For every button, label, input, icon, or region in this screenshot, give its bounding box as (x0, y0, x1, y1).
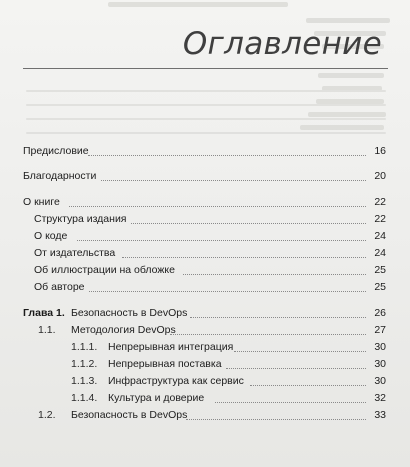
dot-leader (77, 239, 366, 241)
toc-entry-title: Непрерывная поставка (108, 358, 222, 370)
page-title: Оглавление (182, 26, 382, 62)
dot-leader (234, 350, 366, 352)
toc-entry-number: 1.2. (38, 409, 56, 421)
toc-entry-number: Глава 1. (23, 307, 65, 319)
toc-entry-page: 33 (374, 409, 386, 421)
toc-entry[interactable] (0, 339, 410, 355)
dot-leader (89, 290, 366, 292)
toc-entry-page: 24 (374, 247, 386, 259)
toc-entry-number: 1.1. (38, 324, 56, 336)
dot-leader (190, 316, 366, 318)
toc-entry[interactable] (0, 322, 410, 338)
toc-entry[interactable] (0, 211, 410, 227)
toc-entry[interactable] (0, 262, 410, 278)
toc-entry-page: 30 (374, 375, 386, 387)
toc-entry-page: 30 (374, 358, 386, 370)
toc-entry[interactable] (0, 168, 410, 184)
toc-entry-title: О книге (23, 196, 60, 208)
toc-entry-number: 1.1.1. (71, 341, 98, 353)
dot-leader (186, 418, 366, 420)
toc-entry-page: 16 (374, 145, 386, 157)
toc-entry[interactable] (0, 279, 410, 295)
toc-entry-page: 22 (374, 213, 386, 225)
toc-entry[interactable] (0, 390, 410, 406)
toc-entry-title: Об иллюстрации на обложке (34, 264, 175, 276)
toc-entry[interactable] (0, 194, 410, 210)
toc-entry-number: 1.1.3. (71, 375, 98, 387)
toc-entry-title: Безопасность в DevOps (71, 307, 188, 319)
toc-entry[interactable] (0, 228, 410, 244)
toc-entry-title: Об авторе (34, 281, 85, 293)
toc-entry-number: 1.1.2. (71, 358, 98, 370)
toc-entry-title: О коде (34, 230, 68, 242)
toc-entry[interactable] (0, 143, 410, 159)
toc-entry[interactable] (0, 245, 410, 261)
toc-entry-title: Непрерывная интеграция (108, 341, 234, 353)
toc-entry[interactable] (0, 305, 410, 321)
toc-entry-title: Предисловие (23, 145, 89, 157)
dot-leader (250, 384, 366, 386)
toc-entry-title: Безопасность в DevOps (71, 409, 188, 421)
dot-leader (183, 273, 366, 275)
toc-entry-page: 20 (374, 170, 386, 182)
dot-leader (101, 179, 366, 181)
dot-leader (131, 222, 366, 224)
toc-entry-page: 25 (374, 281, 386, 293)
dot-leader (69, 205, 366, 207)
toc-entry-title: Инфраструктура как сервис (108, 375, 244, 387)
toc-entry-page: 26 (374, 307, 386, 319)
dot-leader (122, 256, 366, 258)
dot-leader (170, 333, 366, 335)
toc-entry-title: Методология DevOps (71, 324, 176, 336)
toc-entry-title: Культура и доверие (108, 392, 205, 404)
toc-entry-title: От издательства (34, 247, 116, 259)
toc-entry-page: 32 (374, 392, 386, 404)
toc-entry-page: 24 (374, 230, 386, 242)
toc-entry-title: Структура издания (34, 213, 127, 225)
toc-entry-page: 27 (374, 324, 386, 336)
toc-entry-page: 30 (374, 341, 386, 353)
toc-entry[interactable] (0, 407, 410, 423)
toc-entry-page: 25 (374, 264, 386, 276)
dot-leader (88, 154, 366, 156)
toc-entry-number: 1.1.4. (71, 392, 98, 404)
toc-entry[interactable] (0, 373, 410, 389)
toc-entry-page: 22 (374, 196, 386, 208)
toc-entry-title: Благодарности (23, 170, 97, 182)
dot-leader (226, 367, 366, 369)
dot-leader (215, 401, 366, 403)
toc-entry[interactable] (0, 356, 410, 372)
